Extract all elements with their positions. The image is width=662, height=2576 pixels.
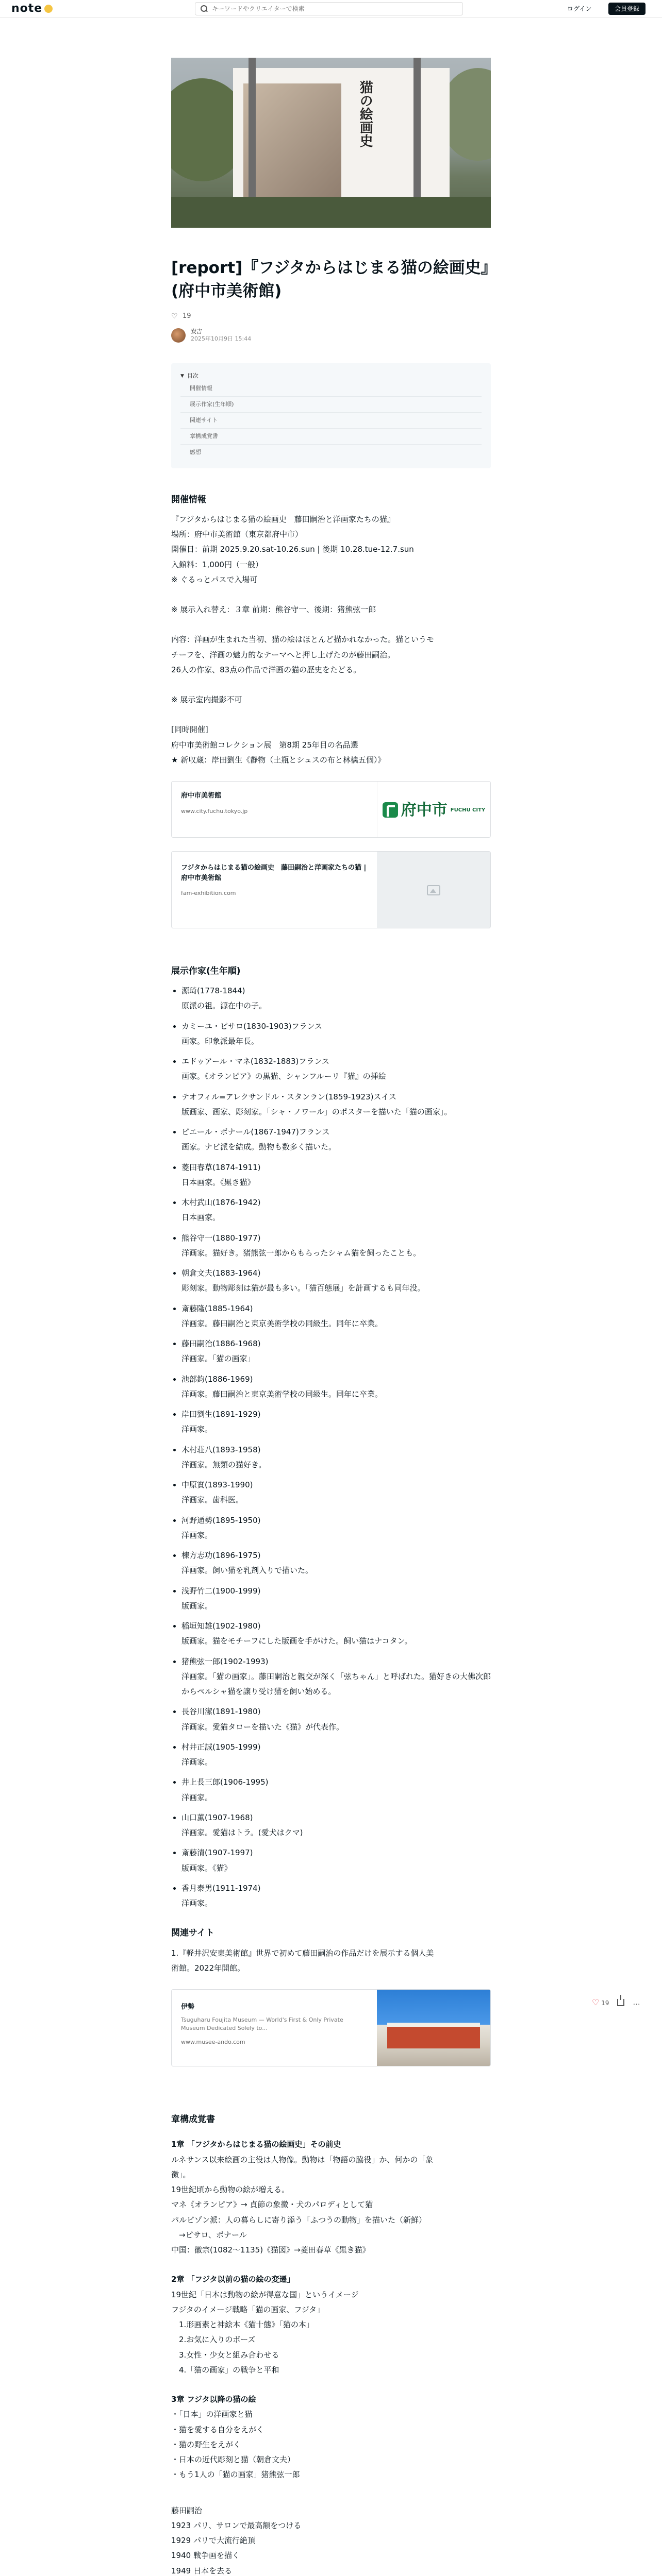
related-heading: 関連サイト [171, 1928, 214, 1939]
artist-item [171, 1054, 491, 1084]
artist-desc: 洋画家。藤田嗣治と東京美術学校の同級生。同年に卒業。 [181, 1318, 383, 1328]
heart-icon[interactable]: ♡ [171, 312, 178, 321]
artist-item [171, 1513, 491, 1544]
artist-name: 岸田劉生(1891-1929) [181, 1410, 261, 1419]
artist-item [171, 1372, 491, 1402]
artist-name: 浅野竹二(1900-1999) [181, 1586, 261, 1596]
artist-desc: 画家。《オランピア》の黒猫、シャンフルーリ『猫』の挿絵 [181, 1072, 386, 1081]
floating-actions [592, 1995, 640, 2010]
poster-artwork [243, 83, 341, 202]
info-line: チーフを、洋画の魅力的なテーマへと押し上げたのが藤田嗣治。 [171, 650, 395, 659]
link-card-thumbnail: 府中市 FUCHU CITY [377, 782, 490, 838]
artist-name: 熊谷守一(1880-1977) [181, 1233, 261, 1243]
link-card-thumbnail [377, 852, 490, 928]
artist-item [171, 1160, 491, 1191]
artist-name: 猪熊弦一郎(1902-1993) [181, 1656, 269, 1666]
artist-desc: 版画家、画家、彫刻家。「シャ・ノワール」のポスターを描いた「猫の画家」。 [181, 1107, 452, 1116]
author-info[interactable] [171, 328, 491, 343]
info-line: 『フジタからはじまる猫の絵画史 藤田嗣治と洋画家たちの猫』 [171, 514, 395, 524]
link-card-title: フジタからはじまる猫の絵画史 藤田嗣治と洋画家たちの猫 | 府中市美術館 [181, 864, 367, 882]
timeline-line: 1940 戦争画を描く [171, 2551, 240, 2561]
artist-item [171, 1881, 491, 1911]
chapter3-title: 3章 フジタ以降の猫の絵 [171, 2395, 256, 2404]
artist-item [171, 1231, 491, 1261]
artist-desc: 画家。印象派最年長。 [181, 1036, 259, 1046]
timeline-body [171, 2503, 491, 2576]
artist-desc: 版画家。《猫》 [181, 1863, 232, 1873]
side-like-button[interactable]: ♡ 19 [592, 1997, 609, 2007]
info-line: 場所：府中市美術館（東京都府中市） [171, 530, 303, 539]
artist-name: 菱田春草(1874-1911) [181, 1162, 261, 1172]
toc-item[interactable]: 感想 [190, 448, 201, 455]
chapter3-line: ・「日本」の洋画家と猫 [171, 2410, 253, 2419]
info-line: 26人の作家、83点の作品で洋画の猫の歴史をたどる。 [171, 665, 361, 674]
artist-desc: 洋画家。猫好き。猪熊弦一郎からもらったシャム猫を飼ったことも。 [181, 1248, 421, 1258]
timeline-line: 藤田嗣治 [171, 2505, 203, 2515]
artist-item [171, 1654, 491, 1700]
artist-desc: 洋画家。藤田嗣治と東京美術学校の同級生。同年に卒業。 [181, 1389, 383, 1399]
artist-name: エドゥアール・マネ(1832-1883)フランス [181, 1057, 329, 1066]
artist-name: 山口薫(1907-1968) [181, 1812, 253, 1822]
artist-desc: 原派の祖。源在中の子。 [181, 1001, 267, 1011]
fuchu-logo-icon [383, 802, 398, 818]
login-button[interactable]: ログイン [567, 5, 592, 12]
info-line [171, 587, 491, 602]
artist-name: 中原實(1893-1990) [181, 1480, 253, 1490]
author-name[interactable]: 炭吉 [191, 328, 202, 335]
artist-item [171, 1266, 491, 1296]
chapter2-line: フジタのイメージ戦略「猫の画家、フジタ」 [171, 2304, 325, 2314]
artist-name: 池部鈞(1886-1969) [181, 1374, 253, 1384]
artist-name: 村井正誠(1905-1999) [181, 1742, 261, 1752]
info-line: [同時開催] [171, 725, 208, 735]
artist-name: 河野通勢(1895-1950) [181, 1515, 261, 1525]
artist-name: テオフィル=アレクサンドル・スタンラン(1859-1923)スイス [181, 1092, 396, 1101]
artist-desc: 洋画家。 [181, 1530, 213, 1540]
info-heading: 開催情報 [171, 494, 206, 505]
site-header [0, 0, 662, 18]
toc-item[interactable]: 章構成覚書 [180, 429, 482, 445]
info-line: ※ ぐるっとパスで入場可 [171, 574, 258, 584]
artist-item [171, 1845, 491, 1876]
link-card-url: www.city.fuchu.tokyo.jp [181, 807, 248, 815]
info-line: ※ 展示室内撮影不可 [171, 695, 242, 704]
artist-desc: 洋画家。「猫の画家」。藤田嗣治と親交が深く「弦ちゃん」と呼ばれた。猫好きの大佛次郎からペルシャ猫を譲り受け猫を飼い始める。 [181, 1671, 491, 1697]
link-card-fuchu[interactable] [171, 781, 491, 838]
artist-name: 朝倉文夫(1883-1964) [181, 1268, 261, 1278]
artist-desc: 彫刻家。動物彫刻は猫が最も多い。「猫百態展」を計画するも同年没。 [181, 1283, 425, 1293]
hero-image [171, 58, 491, 228]
artist-desc: 洋画家。 [181, 1792, 213, 1802]
info-line: 入館料：1,000円（一般） [171, 560, 263, 569]
chapter1-line: 徴」。 [171, 2170, 191, 2179]
like-row [171, 310, 491, 323]
info-line: 内容：洋画が生まれた当初、猫の絵はほとんど描かれなかった。猫というモ [171, 635, 435, 645]
artist-desc: 洋画家。飼い猫を乳剤入りで描いた。 [181, 1566, 313, 1575]
chapter1-line: 19世紀頃から動物の絵が増える。 [171, 2185, 290, 2195]
artist-item [171, 1407, 491, 1437]
chapter3-line: ・猫を愛する自分をえがく [171, 2425, 264, 2434]
link-card-exhibition[interactable] [171, 851, 491, 928]
link-card-title: 府中市美術館 [181, 792, 222, 800]
chapter2-line: 2.お気に入りのポーズ [171, 2335, 256, 2345]
artist-name: 藤田嗣治(1886-1968) [181, 1339, 261, 1349]
artist-item [171, 1090, 491, 1120]
artist-desc: 洋画家。歯科医。 [181, 1495, 244, 1505]
shrubbery [171, 197, 491, 228]
artist-list [171, 984, 491, 1911]
info-line [171, 707, 491, 722]
more-icon[interactable]: … [633, 1998, 641, 2007]
signup-button[interactable]: 会員登録 [608, 3, 646, 15]
info-line: 開催日：前期 2025.9.20.sat-10.26.sun | 後期 10.28.tue-12.7.sun [171, 545, 414, 554]
article-title: [report]『フジタからはじまる猫の絵画史』(府中市美術館) [171, 259, 489, 300]
artist-item [171, 1704, 491, 1735]
artist-name: 香月泰男(1911-1974) [181, 1883, 261, 1893]
toc-item[interactable]: 展示作家(生年順) [180, 397, 482, 413]
timeline-line: 1923 パリ、サロンで最高額をつける [171, 2520, 302, 2530]
chapter3-line: ・猫の野生をえがく [171, 2439, 241, 2449]
info-line: ※ 展示入れ替え：３章 前期：熊谷守一、後期：猪熊弦一郎 [171, 605, 376, 614]
artist-item [171, 1195, 491, 1226]
artist-name: 棟方志功(1896-1975) [181, 1551, 261, 1561]
info-body [171, 512, 491, 768]
toc-item[interactable]: 関連サイト [180, 413, 482, 429]
artist-item [171, 1019, 491, 1049]
timeline-line: 1949 日本を去る [171, 2566, 232, 2575]
chapter2-body [171, 2287, 491, 2378]
chapter1-line: 中国：徽宗(1082〜1135)《猫図》→菱田春草《黒き猫》 [171, 2245, 370, 2255]
note-logo[interactable]: note [11, 2, 53, 16]
toc-toggle[interactable]: ▼ 目次 [180, 371, 482, 381]
link-card-title: 伊勢 [181, 2003, 195, 2011]
chapter2-title: 2章 「フジタ以前の猫の絵の変遷」 [171, 2275, 295, 2284]
artist-desc: 洋画家。 [181, 1899, 213, 1908]
chapter1-line: ルネサンス以来絵画の主役は人物像。動物は「物語の脇役」か、何かの「象 [171, 2155, 434, 2164]
artist-item [171, 1740, 491, 1770]
link-card-url: fam-exhibition.com [181, 890, 236, 896]
artist-name: 斎藤清(1907-1997) [181, 1848, 253, 1858]
artist-desc: 日本画家。 [181, 1213, 221, 1223]
search-input[interactable] [212, 5, 459, 12]
artist-name: 木村武山(1876-1942) [181, 1198, 261, 1208]
artists-heading: 展示作家(生年順) [171, 966, 241, 976]
search-box[interactable] [195, 2, 463, 15]
chapter2-line: 3.女性・少女と組み合わせる [171, 2350, 279, 2360]
artist-item [171, 1548, 491, 1579]
artist-name: 斎藤隆(1885-1964) [181, 1303, 253, 1313]
info-line: ★ 新収蔵：岸田劉生《静物（土瓶とシュスの布と林檎五個）》 [171, 755, 386, 765]
article-content [171, 58, 491, 2576]
artist-desc: 洋画家。 [181, 1425, 213, 1434]
like-count: 19 [183, 312, 191, 320]
image-placeholder-icon [427, 885, 440, 895]
link-card-desc: Tsuguharu Foujita Museum — World's First & Only Private Museum Dedicated Solely to... [181, 2016, 343, 2032]
artist-name: 長谷川潔(1891-1980) [181, 1707, 261, 1717]
link-card-url: www.musee-ando.com [181, 2038, 245, 2045]
artist-item [171, 1810, 491, 1841]
info-line [171, 677, 491, 692]
artist-item [171, 1619, 491, 1649]
artist-name: カミーユ・ピサロ(1830-1903)フランス [181, 1021, 323, 1031]
artist-desc: 洋画家。「猫の画家」 [181, 1354, 255, 1364]
chapter3-line: ・日本の近代彫刻と猫（朝倉文夫） [171, 2455, 295, 2465]
chapter3-body [171, 2407, 491, 2482]
artist-desc: 版画家。 [181, 1601, 213, 1611]
artist-item [171, 1125, 491, 1155]
avatar[interactable] [171, 328, 186, 343]
artist-item [171, 984, 491, 1014]
table-of-contents [171, 363, 491, 468]
related-body [171, 1946, 491, 1976]
chevron-down-icon: ▼ [180, 373, 184, 379]
link-card-thumbnail [377, 1990, 490, 2066]
timeline-line: 1929 パリで大流行絶頂 [171, 2536, 255, 2546]
heart-icon: ♡ [592, 1997, 600, 2007]
chapter1-line: マネ《オランピア》→ 貞節の象徴・犬のパロディとして猫 [171, 2200, 373, 2210]
info-line: 府中市美術館コレクション展 第8期 25年目の名品選 [171, 740, 358, 750]
artist-name: 稲垣知雄(1902-1980) [181, 1621, 261, 1631]
artist-item [171, 1775, 491, 1805]
artist-desc: 洋画家。愛猫タローを描いた《猫》が代表作。 [181, 1722, 344, 1732]
artist-name: 井上長三郎(1906-1995) [181, 1777, 269, 1787]
related-line: 1.『軽井沢安東美術館』世界で初めて藤田嗣治の作品だけを展示する個人美 [171, 1948, 434, 1958]
artist-item [171, 1478, 491, 1508]
share-icon[interactable] [617, 1999, 624, 2006]
search-icon [201, 5, 208, 12]
artist-desc: 版画家。猫をモチーフにした版画を手がけた。飼い猫はナコタン。 [181, 1636, 412, 1646]
artist-name: ピエール・ボナール(1867-1947)フランス [181, 1127, 330, 1137]
artist-name: 木村荘八(1893-1958) [181, 1445, 261, 1454]
chapter1-title: 1章 「フジタからはじまる猫の絵画史」その前史 [171, 2140, 341, 2149]
artist-desc: 洋画家。 [181, 1757, 213, 1767]
toc-item[interactable]: 開催情報 [180, 381, 482, 397]
related-line: 術館。2022年開館。 [171, 1963, 245, 1973]
artist-item [171, 1336, 491, 1367]
poster-title: 猫の絵画史 [357, 80, 373, 147]
chapter2-line: 4.「猫の画家」の戦争と平和 [171, 2365, 279, 2375]
chapter2-line: 1.形画素と神絵本《猫十態》「猫の本」 [171, 2320, 314, 2330]
link-card-ando-museum[interactable] [171, 1989, 491, 2066]
info-line [171, 617, 491, 632]
chapter1-line: →ピサロ、ボナール [171, 2230, 247, 2240]
logo-mascot-icon [44, 5, 53, 13]
artist-item [171, 1584, 491, 1614]
chapter3-line: ・もう1人の「猫の画家」猪熊弦一郎 [171, 2470, 300, 2480]
artist-item [171, 1443, 491, 1473]
chapter1-body [171, 2153, 491, 2258]
chapters-heading: 章構成覚書 [171, 2114, 215, 2125]
artist-desc: 洋画家。愛猫はトラ。(愛犬はクマ) [181, 1828, 303, 1838]
chapter2-line: 19世紀「日本は動物の絵が得意な国」というイメージ [171, 2290, 359, 2299]
artist-desc: 洋画家。無類の猫好き。 [181, 1460, 267, 1469]
artist-desc: 日本画家。《黒き猫》 [181, 1177, 255, 1187]
artist-name: 源琦(1778-1844) [181, 986, 245, 996]
post-date: 2025年10月9日 15:44 [191, 335, 252, 342]
chapter1-line: パルビゾン派：人の暮らしに寄り添う「ふつうの動物」を描いた（新鮮） [171, 2215, 427, 2225]
artist-item [171, 1301, 491, 1332]
artist-desc: 画家。ナビ派を結成。動物も数多く描いた。 [181, 1142, 337, 1152]
